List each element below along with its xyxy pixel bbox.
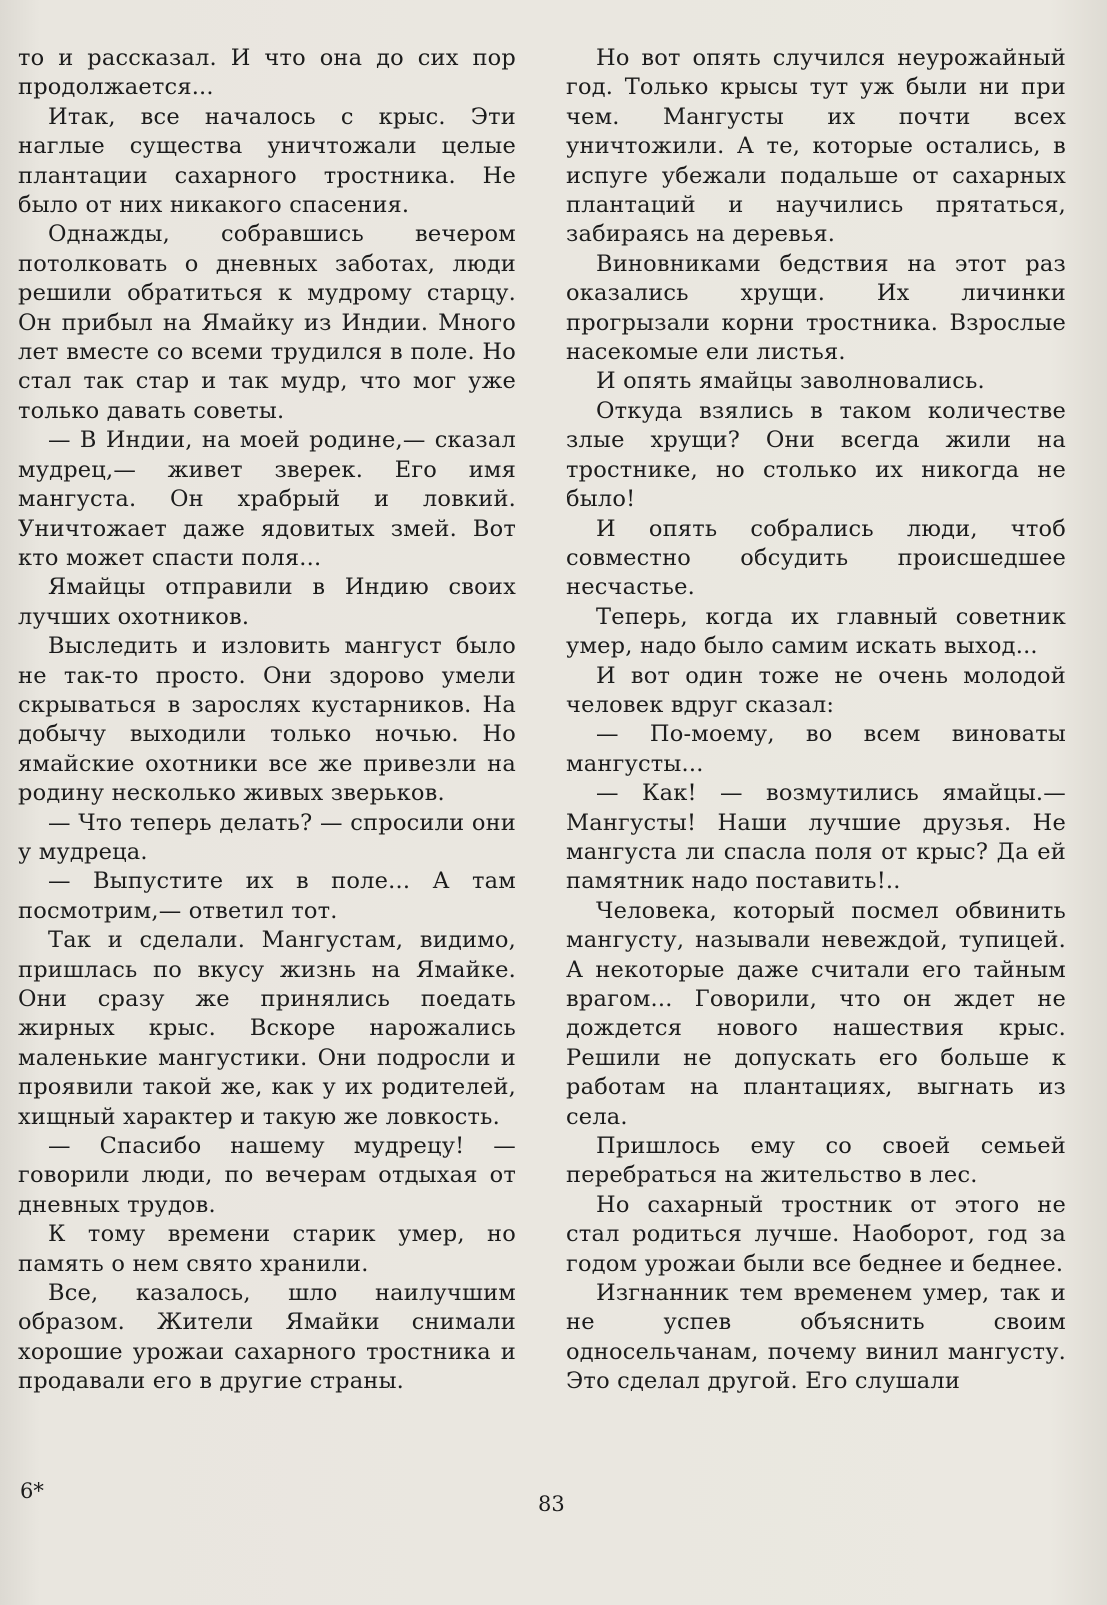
paragraph: — По-моему, во всем виноваты мангусты... — [566, 721, 1066, 777]
paragraph: Теперь, когда их главный советник умер, надо было самим искать выход... — [566, 603, 1066, 660]
page-number: 83 — [538, 1492, 565, 1516]
paragraph: Откуда взялись в таком количестве злые хрущи? Они всегда жили на тростнике, но столько их никогда не было! — [566, 397, 1066, 513]
paragraph: И опять ямайцы заволновались. — [596, 368, 985, 395]
paragraph: Но вот опять случился неурожайный год. Только крысы тут уж были ни при чем. Мангусты их почти всех уничтожили. А те, которые остались, в испуге убежали подальше от сахарных плантаций и научились прятаться, забираясь на деревья. — [566, 45, 1066, 248]
paragraph: Ямайцы отправили в Индию своих лучших охотников. — [18, 574, 516, 630]
paragraph: И вот один тоже не очень молодой человек вдруг сказал: — [566, 662, 1066, 718]
paragraph: — В Индии, на моей родине,— сказал мудрец,— живет зверек. Его имя мангуста. Он храбрый и ловкий. Уничтожает даже ядовитых змей. Вот кто может спасти поля... — [18, 427, 516, 571]
paragraph: Так и сделали. Мангустам, видимо, пришлась по вкусу жизнь на Ямайке. Они сразу же принялись поедать жирных крыс. Вскоре нарожались маленькие мангустики. Они подросли и проявили такой же, как у их родителей, хищный характер и такую же ловкость. — [18, 927, 516, 1130]
paragraph: — Что теперь делать? — спросили они у мудреца. — [18, 809, 516, 865]
paragraph: Виновниками бедствия на этот раз оказались хрущи. Их личинки прогрызали корни тростника. Взрослые насекомые ели листья. — [566, 250, 1066, 366]
paragraph: К тому времени старик умер, но память о нем свято хранили. — [18, 1221, 516, 1277]
paragraph: — Выпустите их в поле... А там посмотрим,— ответил тот. — [18, 868, 516, 924]
paragraph: — Как! — возмутились ямайцы.— Мангусты! Наши лучшие друзья. Не мангуста ли спасла поля от крыс? Да ей памятник надо поставить!.. — [566, 780, 1066, 895]
left-text-column — [18, 44, 516, 1397]
paragraph: Однажды, собравшись вечером потолковать о дневных заботах, люди решили обратиться к мудрому старцу. Он прибыл на Ямайку из Индии. Много лет вместе со всеми трудился в поле. Но стал так стар и так мудр, что мог уже только давать советы. — [18, 221, 516, 424]
paragraph: то и рассказал. И что она до сих пор продолжается... — [18, 45, 516, 101]
printer-signature-mark: 6* — [20, 1479, 44, 1503]
paragraph: Итак, все началось с крыс. Эти наглые существа уничтожали целые плантации сахарного тростника. Не было от них никакого спасения. — [18, 103, 516, 219]
paragraph: Изгнанник тем временем умер, так и не успев объяснить своим односельчанам, почему винил мангусту. Это сделал другой. Его слушали — [566, 1280, 1066, 1395]
paragraph: Человека, который посмел обвинить мангусту, называли невеждой, тупицей. А некоторые даже считали его тайным врагом... Говорили, что он ждет не дождется нового нашествия крыс. Решили не допускать его больше к работам на плантациях, выгнать из села. — [566, 897, 1066, 1130]
right-text-column — [566, 44, 1066, 1397]
paragraph: Все, казалось, шло наилучшим образом. Жители Ямайки снимали хорошие урожаи сахарного тростника и продавали его в другие страны. — [18, 1280, 516, 1395]
paragraph: Пришлось ему со своей семьей перебраться на жительство в лес. — [566, 1133, 1066, 1189]
paragraph: И опять собрались люди, чтоб совместно обсудить происшедшее несчастье. — [566, 515, 1066, 601]
paragraph: Выследить и изловить мангуст было не так-то просто. Они здорово умели скрываться в зарослях кустарников. На добычу выходили только ночью. Но ямайские охотники все же привезли на родину несколько живых зверьков. — [18, 633, 516, 807]
paragraph: — Спасибо нашему мудрецу! — говорили люди, по вечерам отдыхая от дневных трудов. — [18, 1133, 516, 1218]
paragraph: Но сахарный тростник от этого не стал родиться лучше. Наоборот, год за годом урожаи были все беднее и беднее. — [566, 1191, 1066, 1277]
